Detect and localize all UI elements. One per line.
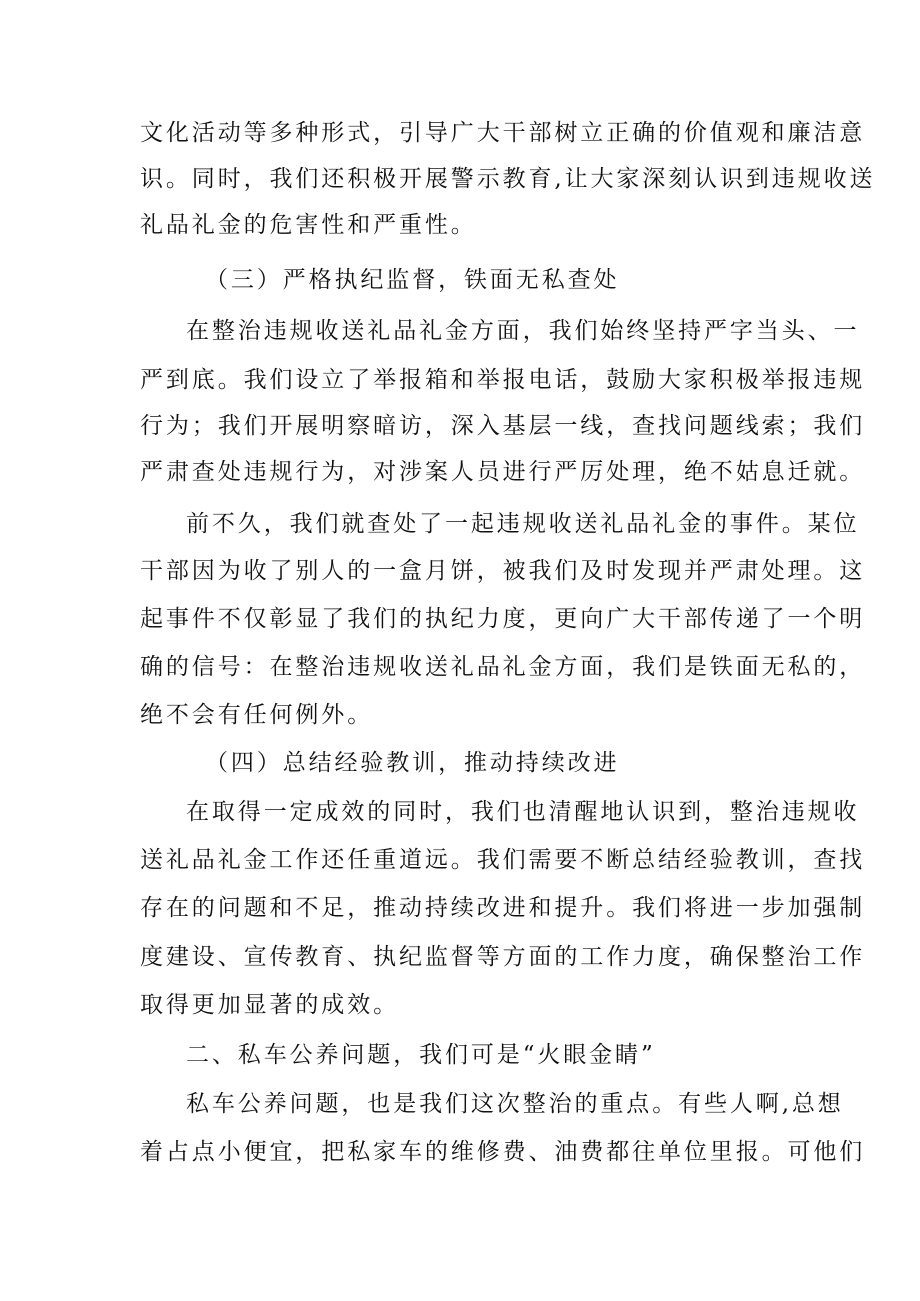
paragraph-line: 存在的问题和不足，推动持续改进和提升。我们将进一步加强制 [140, 895, 866, 921]
section-heading-4: （四）总结经验教训，推动持续改进 [205, 750, 620, 776]
paragraph-line: 识。同时，我们还积极开展警示教育,让大家深刻认识到违规收送 [140, 166, 876, 192]
paragraph-line: 严到底。我们设立了举报箱和举报电话，鼓励大家积极举报违规 [140, 367, 866, 393]
paragraph-line: 文化活动等多种形式，引导广大干部树立正确的价值观和廉洁意 [140, 120, 866, 146]
paragraph-line: 在整治违规收送礼品礼金方面，我们始终坚持严字当头、一 [186, 318, 860, 344]
paragraph-line: 取得更加显著的成效。 [140, 992, 399, 1018]
paragraph-line: 绝不会有任何例外。 [140, 702, 374, 728]
paragraph-line: 前不久，我们就查处了一起违规收送礼品礼金的事件。某位 [186, 511, 860, 537]
section-heading-3: （三）严格执纪监督，铁面无私查处 [205, 267, 620, 293]
paragraph-line: 起事件不仅彰显了我们的执纪力度，更向广大干部传递了一个明 [140, 606, 866, 632]
paragraph-line: 礼品礼金的危害性和严重性。 [140, 212, 477, 238]
paragraph-line: 确的信号：在整治违规收送礼品礼金方面，我们是铁面无私的， [140, 654, 866, 680]
section-heading-2: 二、私车公养问题，我们可是“火眼金睛” [186, 1042, 656, 1068]
paragraph-line: 送礼品礼金工作还任重道远。我们需要不断总结经验教训，查找 [140, 847, 866, 873]
paragraph-line: 在取得一定成效的同时，我们也清醒地认识到，整治违规收 [186, 799, 860, 825]
paragraph-line: 着占点小便宜，把私家车的维修费、油费都往单位里报。可他们 [140, 1139, 866, 1165]
paragraph-line: 干部因为收了别人的一盒月饼，被我们及时发现并严肃处理。这 [140, 558, 866, 584]
paragraph-line: 严肃查处违规行为，对涉案人员进行严厉处理，绝不姑息迁就。 [140, 459, 866, 485]
paragraph-line: 行为；我们开展明察暗访，深入基层一线，查找问题线索；我们 [140, 413, 866, 439]
paragraph-line: 度建设、宣传教育、执纪监督等方面的工作力度，确保整治工作 [140, 944, 866, 970]
paragraph-line: 私车公养问题，也是我们这次整治的重点。有些人啊,总想 [186, 1091, 844, 1117]
